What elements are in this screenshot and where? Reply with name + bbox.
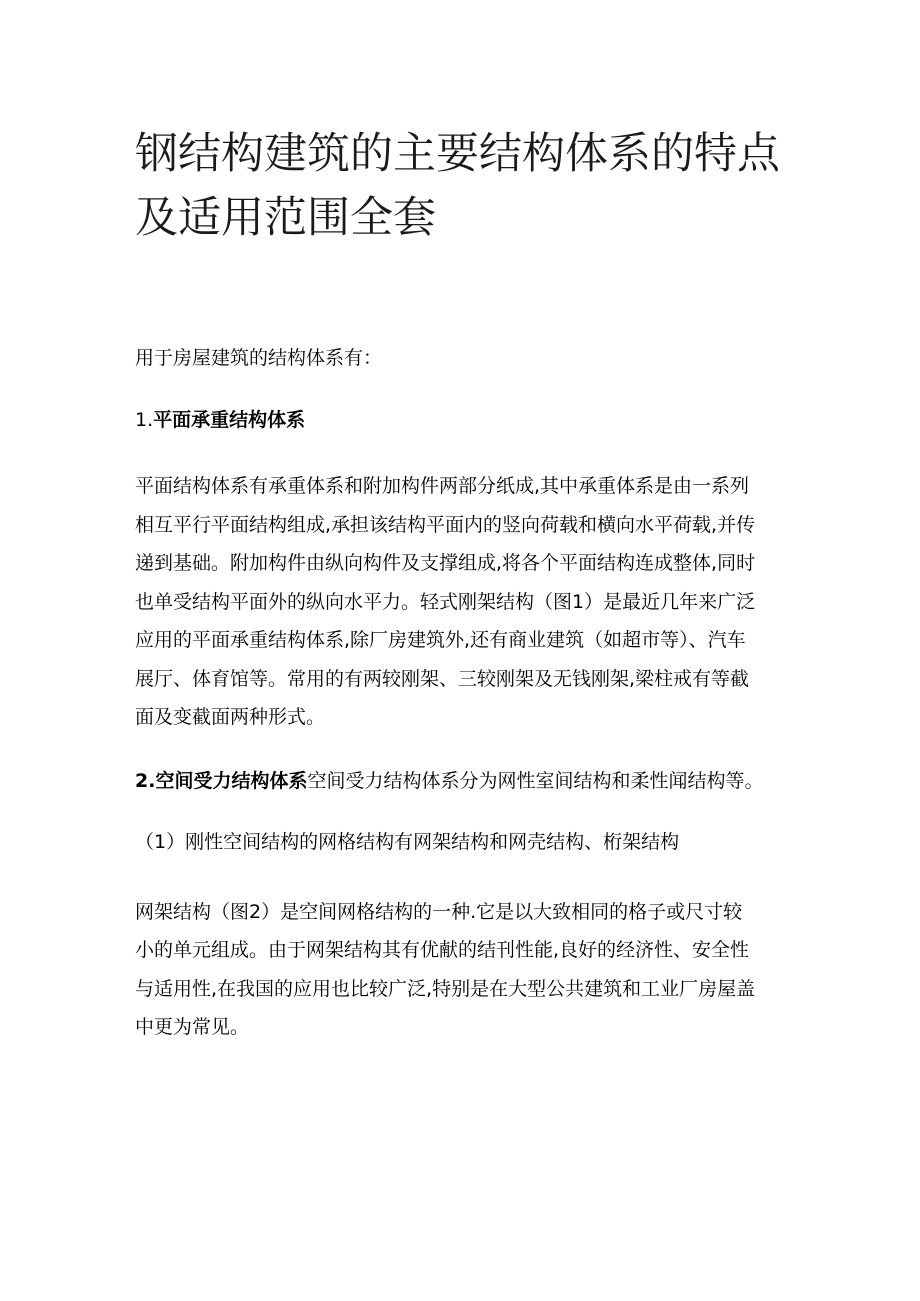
- paragraph-line: 网架结构（图2）是空间网格结构的一种.它是以大致相同的格子或尺寸较: [135, 900, 743, 923]
- paragraph-line: 面及变截面两种形式。: [135, 706, 326, 728]
- paragraph-line: 应用的平面承重结构体系,除厂房建筑外,还有商业建筑（如超市等）、汽车: [135, 629, 746, 651]
- section-1-number: 1.: [135, 409, 154, 431]
- section-2-title: 2.空间受力结构体系: [135, 769, 308, 792]
- document-title: [135, 0, 790, 250]
- paragraph-line: 递到基础。附加构件由纵向构件及支撑组成,将各个平面结构连成整体,同时: [135, 552, 756, 574]
- section-1-heading: [135, 406, 790, 434]
- section-2-intro: 空间受力结构体系分为网性室间结构和柔性闻结构等。: [307, 769, 764, 792]
- paragraph-line: 也单受结构平面外的纵向水平力。轻式刚架结构（图1）是最近几年来广泛: [135, 590, 756, 613]
- section-2-heading: [135, 767, 790, 795]
- section-1-title: 平面承重结构体系: [153, 409, 306, 431]
- intro-text: 用于房屋建筑的结构体系有：: [135, 347, 383, 369]
- section-1-paragraph: [135, 467, 790, 737]
- paragraph-line: 展厅、体育馆等。常用的有两较刚架、三较刚架及无钱刚架,梁柱戒有等截: [135, 667, 750, 690]
- paragraph-line: 平面结构体系有承重体系和附加构件两部分纸成,其中承重体系是由一系列: [135, 475, 750, 497]
- title-line-1: 钢结构建筑的主要结构体系的特点: [135, 129, 780, 179]
- paragraph-line: 相互平行平面结构组成,承担该结构平面内的竖向荷载和横向水平荷载,并传: [135, 513, 756, 536]
- paragraph-line: 与适用性,在我国的应用也比较广泛,特别是在大型公共建筑和工业厂房屋盖: [135, 977, 756, 1000]
- paragraph-line: 中更为常见。: [135, 1016, 250, 1038]
- section-2-paragraph: [135, 893, 790, 1047]
- subsection-heading: （1）刚性空间结构的网格结构有网架结构和网壳结构、桁架结构: [135, 830, 680, 853]
- title-line-2: 及适用范围全套: [135, 193, 436, 243]
- paragraph-line: 小的单元组成。由于网架结构其有优献的结刊性能,良好的经济性、安全性: [135, 939, 750, 961]
